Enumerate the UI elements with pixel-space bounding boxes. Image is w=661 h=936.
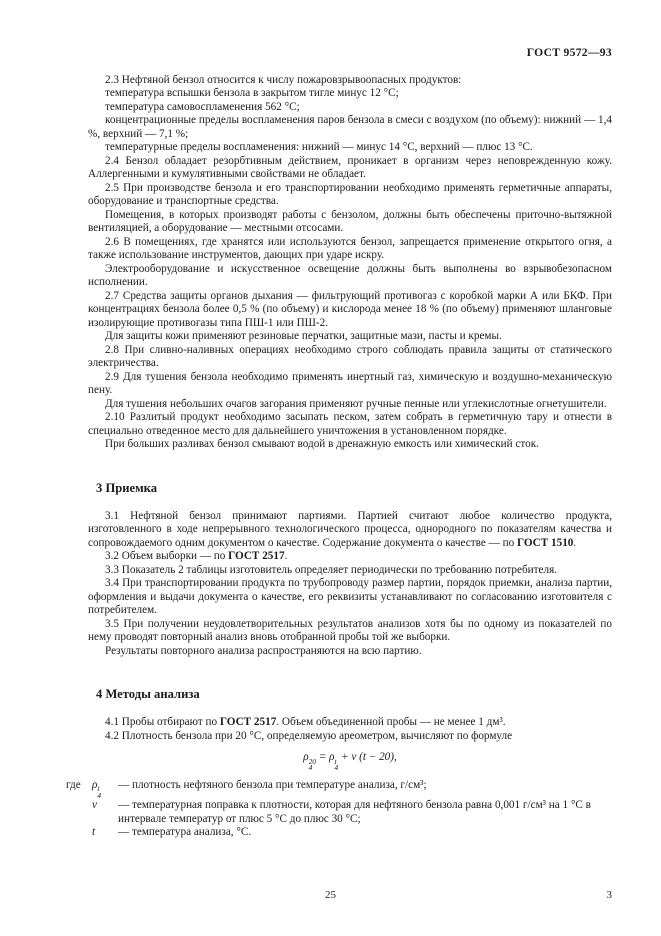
- legend-description: — температура анализа, °С.: [118, 826, 252, 839]
- paragraph: Помещения, в которых производят работы с бензолом, должны быть обеспечены приточно-вытяжной вентиляцией, а оборудование — местными отсосами.: [88, 208, 612, 234]
- paragraph: 4.1 Пробы отбирают по ГОСТ 2517. Объем объединенной пробы — не менее 1 дм³.: [105, 716, 506, 728]
- paragraph: температура самовоспламенения 562 °С;: [105, 100, 300, 113]
- legend-row: [66, 779, 612, 800]
- paragraph: 3.1 Нефтяной бензол принимают партиями. Партией считают любое количество продукта, изготовленного в ходе непрерывного технологического процесса, однородного по показателям качества и сопровождаемого одним документом о качестве. Содержание документа о качестве — по ГОСТ 1510.: [88, 509, 612, 549]
- paragraph: 3.5 При получении неудовлетворительных результатов анализов хотя бы по одному из показателей по нему проводят повторный анализ вновь отобранной пробы той же выборки.: [88, 617, 612, 643]
- paragraph: 2.10 Разлитый продукт необходимо засыпать песком, затем собрать в герметичную тару и отнести в специально отведенное место для дальнейшего уничтожения в установленном порядке.: [88, 411, 612, 437]
- paragraph: температурные пределы воспламенения: нижний — минус 14 °С, верхний — плюс 13 °С.: [105, 141, 533, 153]
- section-heading-acceptance: 3 Приемка: [96, 480, 158, 495]
- legend-description: — температурная поправка к плотности, которая для нефтяного бензола равна 0,001 г/см³ на 1 °С в интервале температур от плюс 5 °С до плюс 30 °С;: [118, 799, 591, 825]
- formula-tail: + ν (t − 20),: [341, 751, 397, 763]
- paragraph: 2.8 При сливно-наливных операциях необходимо строго соблюдать правила защиты от статического электричества.: [88, 343, 612, 369]
- where-spacer: [66, 799, 92, 826]
- doc-number: ГОСТ 9572—93: [526, 46, 612, 59]
- paragraph: Для тушения небольших очагов загорания применяют ручные пенные или углекислотные огнетушители.: [105, 397, 607, 410]
- formula-lhs: ρ 20 4: [303, 751, 316, 773]
- formula-equals: =: [318, 751, 327, 763]
- paragraph: температура вспышки бензола в закрытом тигле минус 12 °С;: [105, 87, 399, 99]
- paragraph: При больших разливах бензол смывают водой в дренажную емкость или химический сток.: [105, 438, 539, 450]
- legend-term: ρ t 4: [92, 778, 102, 800]
- footer-page-number-center: 25: [325, 889, 336, 901]
- paragraph: 2.4 Бензол обладает резорбтивным действием, проникает в организм через неповрежденную кожу. Аллергенными и кумулятивными свойствами не обладает.: [88, 154, 612, 180]
- legend-term: t: [92, 826, 96, 839]
- legend-row: [66, 826, 612, 840]
- paragraph: Электрооборудование и искусственное освещение должны быть выполнены во взрывобезопасном исполнении.: [88, 262, 612, 288]
- legend-term: ν: [92, 799, 97, 812]
- paragraph: Результаты повторного анализа распространяются на всю партию.: [105, 644, 422, 657]
- footer-page-number-right: 3: [606, 889, 612, 901]
- paragraph: 2.6 В помещениях, где хранятся или используются бензол, запрещается применение открытого огня, а также использование инструментов, дающих при ударе искру.: [88, 235, 612, 261]
- paragraph: 4.2 Плотность бензола при 20 °С, определяемую ареометром, вычисляют по формуле: [105, 729, 513, 742]
- formula-legend: [66, 779, 612, 840]
- density-formula: [88, 751, 612, 772]
- legend-row: [66, 799, 612, 826]
- paragraph: Для защиты кожи применяют резиновые перчатки, защитные мази, пасты и кремы.: [105, 330, 502, 342]
- paragraph: 2.5 При производстве бензола и его транспортировании необходимо применять герметичные аппараты, оборудование и транспортные средства.: [88, 181, 612, 207]
- paragraph: концентрационные пределы воспламенения паров бензола в смеси с воздухом (по объему): нижний — 1,4 %, верхний — 7,1 %;: [88, 114, 612, 140]
- formula-rhs: ρ t 4: [329, 751, 339, 773]
- paragraph: 2.9 Для тушения бензола необходимо применять инертный газ, химическую и воздушно-механическую пену.: [88, 370, 612, 396]
- paragraph: 2.3 Нефтяной бензол относится к числу пожаровзрывоопасных продуктов:: [105, 73, 462, 86]
- paragraph: 3.4 При транспортировании продукта по трубопроводу размер партии, порядок приемки, анализа партии, оформления и выдачи документа о качестве, его реквизиты устанавливают по согласованию изготовителя с потребителем.: [88, 577, 612, 616]
- paragraph: 2.7 Средства защиты органов дыхания — фильтрующий противогаз с коробкой марки А или БКФ. При концентрациях бензола более 0,5 % (по объему) и кислорода менее 18 % (по объему) применяют шланговые изолирующие противогазы типа ПШ-1 или ПШ-2.: [88, 289, 612, 329]
- page-content: [66, 46, 612, 840]
- paragraph: 3.2 Объем выборки — по ГОСТ 2517.: [105, 550, 288, 562]
- where-label: где: [66, 778, 81, 791]
- where-spacer: [66, 826, 92, 840]
- legend-description: — плотность нефтяного бензола при температуре анализа, г/см³;: [118, 778, 427, 791]
- section-heading-analysis-methods: 4 Методы анализа: [96, 687, 200, 701]
- paragraph: 3.3 Показатель 2 таблицы изготовитель определяет периодически по требованию потребителя.: [105, 563, 558, 576]
